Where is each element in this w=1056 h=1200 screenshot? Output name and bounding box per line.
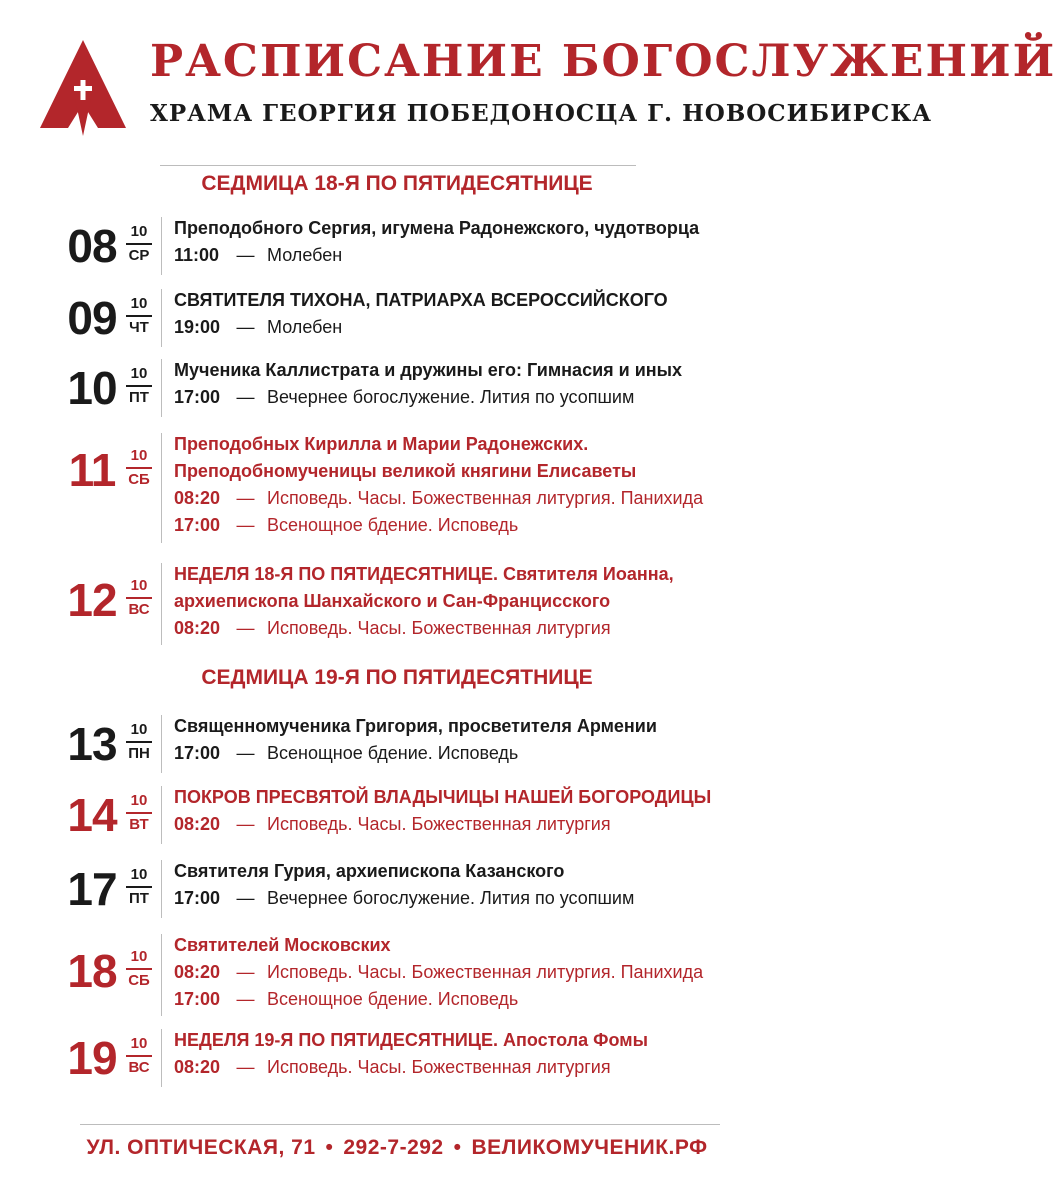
service-row: [174, 615, 774, 642]
footer-website[interactable]: ВЕЛИКОМУЧЕНИК.РФ: [471, 1136, 708, 1159]
entry-divider: [161, 715, 162, 773]
service-dash: —: [236, 989, 255, 1009]
service-dash: —: [236, 814, 255, 834]
service-row: [174, 811, 774, 838]
date-weekday: СБ: [128, 470, 150, 488]
date-day: 11: [68, 444, 116, 496]
date-fraction-bar: [126, 315, 152, 317]
entry-content: [174, 215, 774, 269]
date-day: 10: [67, 362, 117, 414]
service-dash: —: [236, 888, 255, 908]
date-fraction-bar: [126, 968, 152, 970]
date-weekday: СР: [128, 246, 150, 264]
date-month: 10: [130, 295, 148, 312]
schedule-entry: [0, 561, 794, 648]
service-description: Вечернее богослужение. Лития по усопшим: [267, 387, 635, 407]
date-fraction-bar: [126, 467, 152, 469]
footer-divider: [80, 1124, 720, 1125]
entry-divider: [161, 934, 162, 1016]
date-day: 13: [67, 718, 117, 770]
date-month: 10: [130, 792, 148, 809]
feast-title: Мученика Каллистрата и дружины его: Гимнасия и иных: [174, 360, 683, 380]
service-row: [174, 740, 774, 767]
entry-content: [174, 932, 774, 1013]
service-description: Молебен: [267, 317, 343, 337]
service-description: Исповедь. Часы. Божественная литургия: [267, 1057, 611, 1077]
entry-divider: [161, 289, 162, 347]
entry-content: [174, 784, 774, 838]
service-description: Молебен: [267, 245, 343, 265]
service-row: [174, 512, 774, 539]
service-row: [174, 314, 774, 341]
service-time: 08:20: [174, 618, 221, 638]
service-row: [174, 885, 774, 912]
header-divider: [160, 165, 636, 166]
date-fraction-bar: [126, 385, 152, 387]
date-fraction-bar: [126, 1055, 152, 1057]
feast-title: Святителей Московских: [174, 935, 391, 955]
date-weekday: ЧТ: [129, 318, 149, 336]
date-fraction-bar: [126, 812, 152, 814]
date-month-weekday: [124, 447, 154, 489]
service-row: [174, 1054, 774, 1081]
entry-content: [174, 713, 774, 767]
entry-divider: [161, 860, 162, 918]
date-weekday: ПН: [128, 744, 150, 762]
date-month-weekday: [124, 792, 154, 834]
date-day: 09: [67, 292, 117, 344]
service-dash: —: [236, 387, 255, 407]
service-dash: —: [236, 317, 255, 337]
entry-divider: [161, 563, 162, 645]
service-time: 11:00: [174, 245, 220, 265]
schedule-entry: [0, 713, 794, 773]
date-weekday: ПТ: [129, 388, 149, 406]
feast-title: Святителя Гурия, архиепископа Казанского: [174, 861, 565, 881]
service-time: 08:20: [174, 814, 221, 834]
service-time: 08:20: [174, 962, 221, 982]
entry-divider: [161, 359, 162, 417]
service-time: 17:00: [174, 888, 221, 908]
schedule-entry: [0, 1027, 794, 1087]
date-month: 10: [130, 365, 148, 382]
footer-separator: •: [453, 1136, 462, 1159]
service-time: 19:00: [174, 317, 221, 337]
church-logo-icon: [40, 40, 126, 140]
schedule-entry: [0, 784, 794, 844]
service-row: [174, 959, 774, 986]
service-description: Исповедь. Часы. Божественная литургия: [267, 814, 611, 834]
date-fraction-bar: [126, 243, 152, 245]
page-title: РАСПИСАНИЕ БОГОСЛУЖЕНИЙ: [150, 36, 1056, 87]
date-day: 18: [67, 945, 117, 997]
service-dash: —: [236, 1057, 255, 1077]
service-time: 17:00: [174, 387, 221, 407]
entry-divider: [161, 786, 162, 844]
date-fraction-bar: [126, 741, 152, 743]
date-month: 10: [130, 948, 148, 965]
service-time: 17:00: [174, 515, 221, 535]
schedule-entry: [0, 357, 794, 417]
date-month: 10: [130, 447, 148, 464]
feast-title: НЕДЕЛЯ 19-Я ПО ПЯТИДЕСЯТНИЦЕ. Апостола Фомы: [174, 1030, 648, 1050]
date-month-weekday: [124, 295, 154, 337]
date-month: 10: [130, 1035, 148, 1052]
date-month-weekday: [124, 365, 154, 407]
service-time: 17:00: [174, 989, 221, 1009]
service-dash: —: [236, 488, 255, 508]
feast-title: Преподобного Сергия, игумена Радонежского, чудотворца: [174, 218, 700, 238]
date-fraction-bar: [126, 886, 152, 888]
service-time: 17:00: [174, 743, 221, 763]
schedule-entry: [0, 932, 794, 1019]
date-day: 14: [67, 789, 117, 841]
service-dash: —: [236, 245, 255, 265]
week-title: СЕДМИЦА 18-Я ПО ПЯТИДЕСЯТНИЦЕ: [201, 172, 593, 195]
date-weekday: ВС: [128, 600, 150, 618]
date-weekday: ПТ: [129, 889, 149, 907]
service-dash: —: [236, 743, 255, 763]
date-month-weekday: [124, 223, 154, 265]
feast-title: Преподобных Кирилла и Марии Радонежских.: [174, 434, 589, 454]
service-description: Исповедь. Часы. Божественная литургия. Панихида: [267, 962, 704, 982]
service-dash: —: [236, 515, 255, 535]
entry-divider: [161, 217, 162, 275]
date-month: 10: [130, 577, 148, 594]
page-subtitle: ХРАМА ГЕОРГИЯ ПОБЕДОНОСЦА Г. НОВОСИБИРСКА: [150, 100, 932, 127]
date-month-weekday: [124, 1035, 154, 1077]
footer-phone[interactable]: 292-7-292: [343, 1136, 444, 1159]
date-month-weekday: [124, 577, 154, 619]
schedule-entry: [0, 287, 794, 347]
entry-content: [174, 357, 774, 411]
schedule-entry: [0, 858, 794, 918]
date-month: 10: [130, 866, 148, 883]
service-description: Всенощное бдение. Исповедь: [267, 743, 519, 763]
page-header: [0, 0, 1056, 160]
entry-divider: [161, 433, 162, 543]
feast-title: архиепископа Шанхайского и Сан-Францисского: [174, 591, 611, 611]
entry-content: [174, 858, 774, 912]
date-weekday: ВС: [128, 1058, 150, 1076]
service-dash: —: [236, 962, 255, 982]
feast-title: НЕДЕЛЯ 18-Я ПО ПЯТИДЕСЯТНИЦЕ. Святителя Иоанна,: [174, 564, 674, 584]
entry-content: [174, 1027, 774, 1081]
entry-content: [174, 561, 774, 642]
footer-contacts: [0, 1136, 794, 1160]
service-description: Вечернее богослужение. Лития по усопшим: [267, 888, 635, 908]
service-description: Исповедь. Часы. Божественная литургия: [267, 618, 611, 638]
entry-divider: [161, 1029, 162, 1087]
date-weekday: ВТ: [129, 815, 149, 833]
service-dash: —: [236, 618, 255, 638]
date-day: 19: [67, 1032, 117, 1084]
date-month: 10: [130, 223, 148, 240]
service-description: Исповедь. Часы. Божественная литургия. Панихида: [267, 488, 704, 508]
date-day: 17: [67, 863, 117, 915]
date-month: 10: [130, 721, 148, 738]
footer-separator: •: [325, 1136, 334, 1159]
service-row: [174, 242, 774, 269]
service-row: [174, 384, 774, 411]
footer-address: УЛ. ОПТИЧЕСКАЯ, 71: [86, 1136, 316, 1159]
date-month-weekday: [124, 948, 154, 990]
feast-title: ПОКРОВ ПРЕСВЯТОЙ ВЛАДЫЧИЦЫ НАШЕЙ БОГОРОДИЦЫ: [174, 787, 712, 807]
date-month-weekday: [124, 721, 154, 763]
entry-content: [174, 287, 774, 341]
week-title: СЕДМИЦА 19-Я ПО ПЯТИДЕСЯТНИЦЕ: [201, 666, 593, 689]
service-time: 08:20: [174, 488, 221, 508]
date-day: 08: [67, 220, 117, 272]
entry-content: [174, 431, 774, 539]
service-description: Всенощное бдение. Исповедь: [267, 515, 519, 535]
service-time: 08:20: [174, 1057, 221, 1077]
date-day: 12: [67, 574, 117, 626]
feast-title: СВЯТИТЕЛЯ ТИХОНА, ПАТРИАРХА ВСЕРОССИЙСКОГО: [174, 290, 668, 310]
service-description: Всенощное бдение. Исповедь: [267, 989, 519, 1009]
service-row: [174, 485, 774, 512]
feast-title: Священномученика Григория, просветителя Армении: [174, 716, 657, 736]
feast-title: Преподобномученицы великой княгини Елисаветы: [174, 461, 637, 481]
date-weekday: СБ: [128, 971, 150, 989]
service-row: [174, 986, 774, 1013]
schedule-entry: [0, 431, 794, 545]
date-month-weekday: [124, 866, 154, 908]
date-fraction-bar: [126, 597, 152, 599]
schedule-entry: [0, 215, 794, 275]
